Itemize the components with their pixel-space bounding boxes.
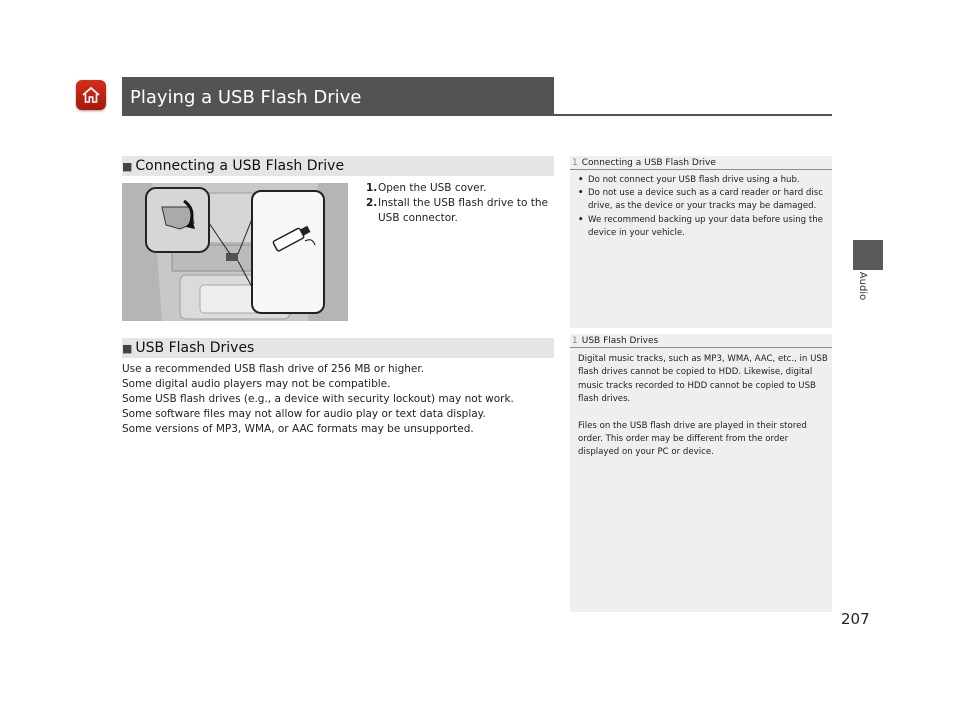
note-bullet	[578, 187, 828, 213]
step-item	[366, 181, 552, 196]
side-tab-audio[interactable]	[853, 240, 883, 270]
section-marker-icon: ■	[122, 341, 133, 355]
note-bullet	[578, 174, 828, 187]
page-title: Playing a USB Flash Drive	[130, 87, 362, 108]
page-number: 207	[841, 610, 870, 628]
usb-flash-drives-text	[122, 362, 552, 437]
step-item	[366, 196, 552, 226]
step-number: 2.	[366, 197, 378, 209]
note-bullet-text: Do not connect your USB flash drive using a hub.	[588, 175, 800, 185]
home-button[interactable]	[76, 80, 106, 110]
body-line: Some software files may not allow for audio play or text data display.	[122, 408, 486, 420]
note-panel-usb-flash-drives	[570, 334, 832, 612]
body-line: Use a recommended USB flash drive of 256 MB or higher.	[122, 363, 425, 375]
side-tab-label: Audio	[857, 271, 868, 301]
note-paragraph: Files on the USB flash drive are played in their stored order. This order may be different from the order displayed on your PC or device.	[578, 420, 807, 458]
step-number: 1.	[366, 182, 378, 194]
note-bullet-text: Do not use a device such as a card reader or hard disc drive, as the device or your tracks may be damaged.	[588, 188, 823, 212]
note-body	[578, 353, 828, 473]
note-bullet-text: We recommend backing up your data before using the device in your vehicle.	[588, 214, 823, 238]
note-ref-marker: 1	[572, 336, 578, 346]
section-heading-text: USB Flash Drives	[135, 340, 255, 356]
section-heading-usb-flash-drives	[122, 338, 554, 358]
section-heading-text: Connecting a USB Flash Drive	[135, 158, 345, 174]
title-rule	[122, 114, 832, 116]
note-heading	[570, 156, 832, 168]
body-line: Some versions of MP3, WMA, or AAC formats may be unsupported.	[122, 423, 474, 435]
step-text: Open the USB cover.	[378, 182, 487, 194]
steps-list	[366, 181, 552, 226]
note-heading-text: USB Flash Drives	[581, 336, 659, 346]
home-icon	[81, 85, 101, 105]
bullet-icon: •	[578, 175, 584, 185]
bullet-icon: •	[578, 214, 584, 225]
note-ref-marker: 1	[572, 158, 578, 168]
step-text: Install the USB flash drive to the USB connector.	[378, 197, 548, 224]
note-panel-connecting	[570, 156, 832, 328]
section-heading-connecting	[122, 156, 554, 176]
bullet-icon: •	[578, 188, 584, 199]
note-bullet-list	[578, 174, 828, 240]
body-line: Some USB flash drives (e.g., a device with security lockout) may not work.	[122, 393, 514, 405]
note-heading	[570, 334, 832, 346]
note-rule	[570, 347, 832, 348]
note-bullet	[578, 214, 828, 240]
section-marker-icon: ■	[122, 159, 133, 173]
note-paragraph: Digital music tracks, such as MP3, WMA, AAC, etc., in USB flash drives cannot be copied to HDD. Likewise, digital music tracks recorded to HDD cannot be copied to USB flash drives.	[578, 354, 828, 405]
body-line: Some digital audio players may not be compatible.	[122, 378, 391, 390]
note-rule	[570, 169, 832, 170]
usb-connector-illustration	[122, 183, 348, 321]
note-heading-text: Connecting a USB Flash Drive	[581, 158, 716, 168]
